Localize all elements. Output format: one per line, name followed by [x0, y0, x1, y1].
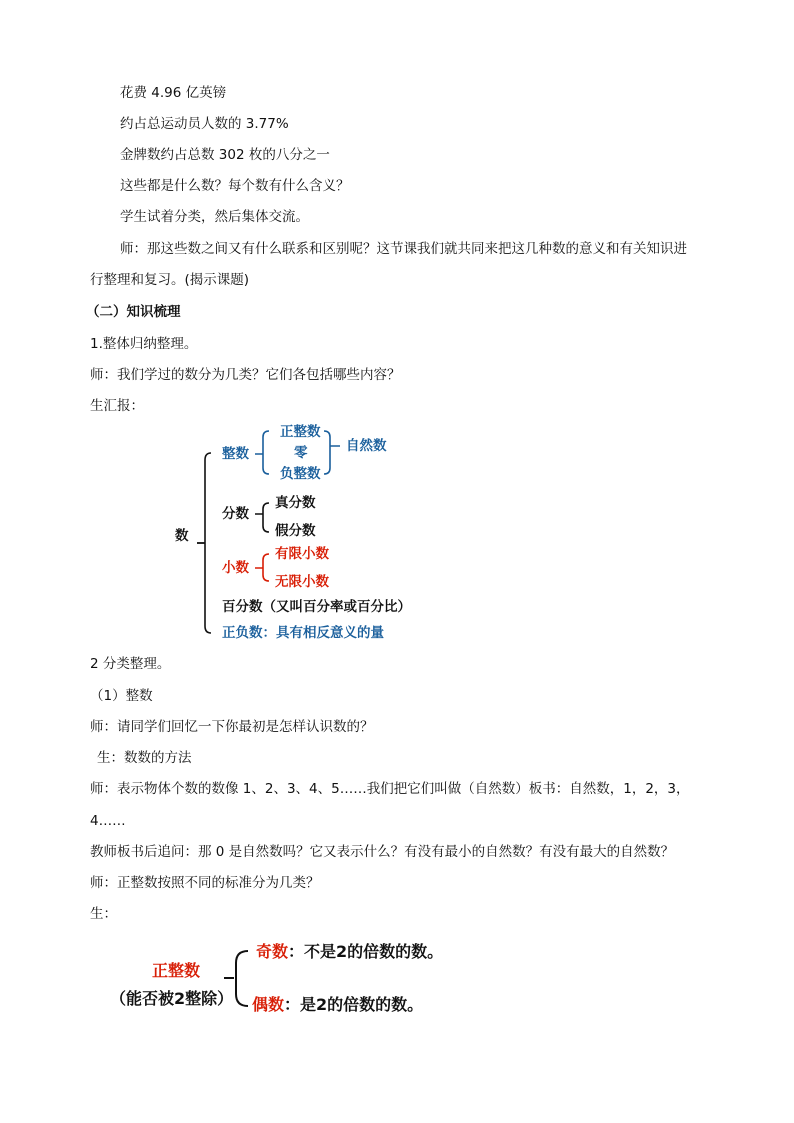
tree2-positive-integer: 正整数 — [152, 961, 201, 980]
tree2-odd — [256, 943, 443, 961]
paragraph-classify: 学生试着分类，然后集体交流。 — [120, 209, 309, 225]
teacher-natural-number: 师：表示物体个数的数像 1、2、3、4、5……我们把它们叫做（自然数）板书：自然数，1，2，3， — [90, 781, 690, 797]
tree-positive-integer: 正整数 — [280, 424, 321, 440]
step-overall: 1.整体归纳整理。 — [90, 336, 198, 352]
tree-integer: 整数 — [222, 446, 249, 462]
odd-term: 奇数 — [256, 942, 289, 961]
tree-percent: 百分数（又叫百分率或百分比） — [222, 599, 411, 615]
tree-fraction: 分数 — [222, 506, 249, 522]
teacher-question-recall: 师：请同学们回忆一下你最初是怎样认识数的？ — [90, 719, 374, 735]
student-label: 生： — [90, 906, 117, 922]
paragraph-cost: 花费 4.96 亿英镑 — [120, 85, 227, 101]
teacher-followup: 教师板书后追问：那 0 是自然数吗？它又表示什么？有没有最小的自然数？有没有最大的自然数？ — [90, 844, 675, 860]
tree-root-number: 数 — [175, 528, 189, 544]
even-term: 偶数 — [252, 995, 285, 1014]
tree-improper-fraction: 假分数 — [275, 523, 316, 539]
student-report: 生汇报： — [90, 398, 144, 414]
paragraph-question: 这些都是什么数？每个数有什么含义？ — [120, 178, 350, 194]
tree-infinite-decimal: 无限小数 — [275, 574, 329, 590]
paragraph-athletes: 约占总运动员人数的 3.77% — [120, 116, 289, 132]
tree-decimal: 小数 — [222, 560, 249, 576]
teacher-question-positive: 师：正整数按照不同的标准分为几类？ — [90, 875, 320, 891]
tree-negative-integer: 负整数 — [280, 466, 321, 482]
paragraph-medals: 金牌数约占总数 302 枚的八分之一 — [120, 147, 330, 163]
tree-proper-fraction: 真分数 — [275, 495, 316, 511]
teacher-natural-number-cont: 4…… — [90, 813, 126, 829]
sub-integer: （1）整数 — [90, 688, 153, 704]
teacher-question-categories: 师：我们学过的数分为几类？它们各包括哪些内容？ — [90, 367, 401, 383]
section-heading: （二）知识梳理 — [86, 304, 181, 320]
student-answer-counting: 生：数数的方法 — [97, 750, 192, 766]
odd-definition: ：不是2的倍数的数。 — [288, 942, 444, 961]
tree-signed-number: 正负数：具有相反意义的量 — [222, 625, 384, 641]
tree-zero: 零 — [294, 445, 308, 461]
even-definition: ：是2的倍数的数。 — [284, 995, 424, 1014]
paragraph-teacher-intro-cont: 行整理和复习。(揭示课题) — [90, 272, 250, 288]
paragraph-teacher-intro: 师：那这些数之间又有什么联系和区别呢？这节课我们就共同来把这几种数的意义和有关知识进 — [120, 241, 687, 257]
tree-finite-decimal: 有限小数 — [275, 546, 329, 562]
tree-natural-number: 自然数 — [346, 438, 387, 454]
step-classify: 2 分类整理。 — [90, 656, 171, 672]
tree2-even — [252, 996, 423, 1014]
tree2-criterion: （能否被2整除） — [110, 989, 234, 1008]
